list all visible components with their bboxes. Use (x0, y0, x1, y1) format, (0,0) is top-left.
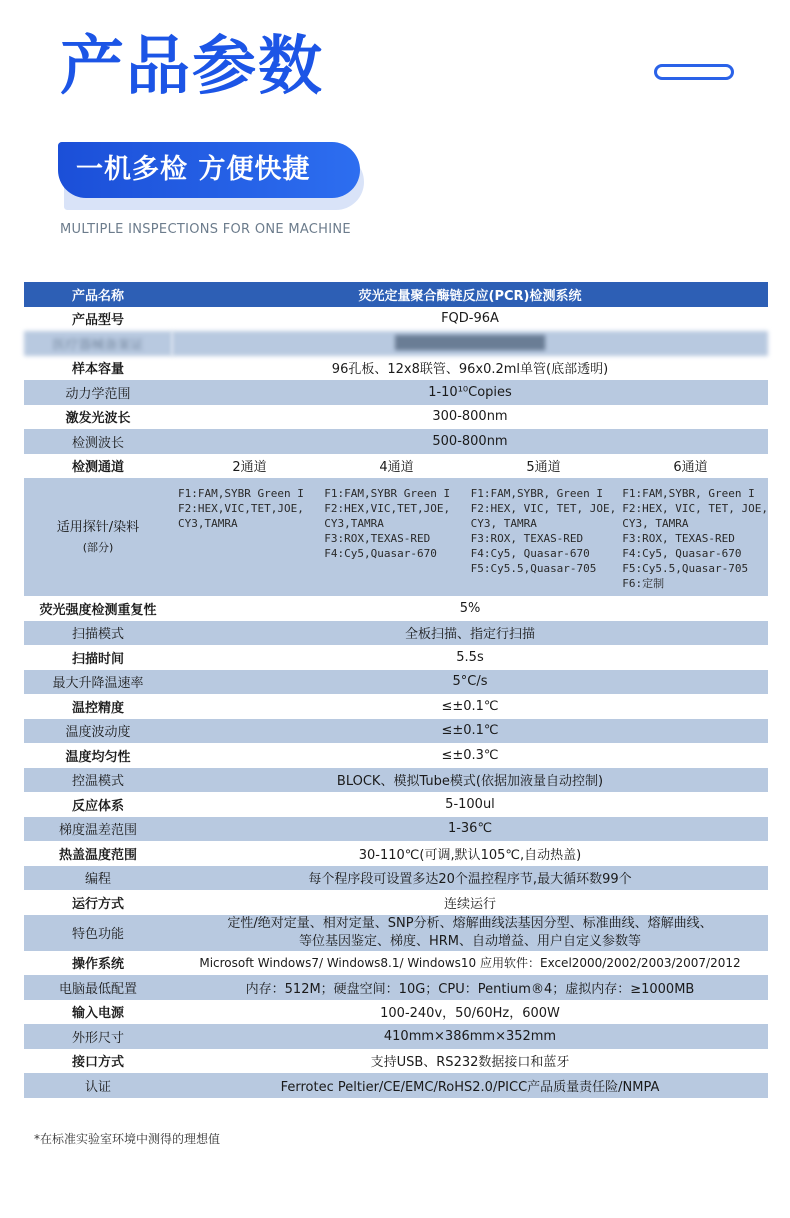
probe-line: F1:FAM,SYBR, Green I (470, 487, 604, 500)
table-row (24, 768, 768, 793)
probe-line: F3:ROX, TEXAS-RED (622, 532, 735, 545)
channel-cell (172, 454, 768, 479)
row-value: 5.5s (172, 645, 768, 670)
probe-line: F1:FAM,SYBR, Green I (622, 487, 755, 500)
probe-line: CY3, TAMRA (470, 517, 537, 530)
probe-line: CY3,TAMRA (178, 517, 238, 530)
row-value: Microsoft Windows7/ Windows8.1/ Windows10 应用软件：Excel2000/2002/2003/2007/2012 (172, 951, 768, 976)
row-label: 温控精度 (24, 694, 172, 719)
row-label: 扫描时间 (24, 645, 172, 670)
row-label: 检测波长 (24, 429, 172, 454)
row-value: 每个程序段可设置多达20个温控程序节,最大循环数99个 (172, 866, 768, 891)
row-label: 输入电源 (24, 1000, 172, 1025)
row-value: 500-800nm (172, 429, 768, 454)
table-row (24, 454, 768, 479)
row-label: 动力学范围 (24, 380, 172, 405)
row-label: 荧光强度检测重复性 (24, 596, 172, 621)
channel-option: 2通道 (232, 460, 267, 476)
table-row (24, 890, 768, 915)
probe-column (318, 478, 464, 591)
probe-line: CY3,TAMRA (324, 517, 384, 530)
probe-label: 适用探针/染料 (56, 520, 140, 535)
table-row (24, 429, 768, 454)
table-row (24, 478, 768, 596)
probe-line: F5:Cy5.5,Quasar-705 (470, 562, 597, 575)
table-row (24, 951, 768, 976)
slogan-text: 一机多检 方便快捷 (58, 142, 360, 198)
row-value: 1-36℃ (172, 817, 768, 842)
row-label: 操作系统 (24, 951, 172, 976)
row-label: 特色功能 (24, 915, 172, 951)
features-line: 定性/绝对定量、相对定量、SNP分析、熔解曲线法基因分型、标准曲线、熔解曲线、 (227, 915, 713, 931)
table-row (24, 817, 768, 842)
table-row (24, 621, 768, 646)
row-value: 荧光定量聚合酶链反应(PCR)检测系统 (172, 282, 768, 307)
pill-decoration (654, 64, 734, 80)
row-value: ≤±0.1℃ (172, 694, 768, 719)
table-row (24, 356, 768, 381)
probe-line: F4:Cy5, Quasar-670 (470, 547, 590, 560)
table-row (24, 694, 768, 719)
table-row (24, 645, 768, 670)
probe-line: F5:Cy5.5,Quasar-705 (622, 562, 749, 575)
row-value: 支持USB、RS232数据接口和蓝牙 (172, 1049, 768, 1074)
probe-line: F3:ROX, TEXAS-RED (470, 532, 584, 545)
row-label: 热盖温度范围 (24, 841, 172, 866)
row-value: 300-800nm (172, 405, 768, 430)
row-value: ≤±0.1℃ (172, 719, 768, 744)
probe-line: F6:定制 (622, 577, 665, 590)
table-row (24, 1000, 768, 1025)
row-value: 全板扫描、指定行扫描 (172, 621, 768, 646)
table-row (24, 1024, 768, 1049)
row-label: 外形尺寸 (24, 1024, 172, 1049)
table-row (24, 743, 768, 768)
row-label: 产品型号 (24, 307, 172, 332)
table-row (24, 841, 768, 866)
table-row (24, 282, 768, 307)
probe-line: F2:HEX,VIC,TET,JOE, (178, 502, 304, 515)
probe-line: F4:Cy5, Quasar-670 (622, 547, 742, 560)
probe-column (172, 478, 318, 591)
probe-column (465, 478, 617, 591)
row-label: 产品名称 (24, 282, 172, 307)
probe-line: F4:Cy5,Quasar-670 (324, 547, 437, 560)
probe-line: F2:HEX, VIC, TET, JOE, (470, 502, 617, 515)
row-value: 410mm×386mm×352mm (172, 1024, 768, 1049)
probe-line: F2:HEX,VIC,TET,JOE, (324, 502, 451, 515)
row-value: 内存：512M；硬盘空间：10G；CPU：Pentium®4；虚拟内存：≥1000MB (172, 975, 768, 1000)
row-value: 30-110℃(可调,默认105℃,自动热盖) (172, 841, 768, 866)
spec-table (24, 282, 768, 1098)
row-label: 样本容量 (24, 356, 172, 381)
row-label: 运行方式 (24, 890, 172, 915)
row-label: 反应体系 (24, 792, 172, 817)
channel-option: 6通道 (673, 460, 708, 476)
row-value: ≤±0.3℃ (172, 743, 768, 768)
row-label: 电脑最低配置 (24, 975, 172, 1000)
row-label (24, 478, 172, 596)
subtitle: MULTIPLE INSPECTIONS FOR ONE MACHINE (60, 222, 351, 237)
probe-line: F1:FAM,SYBR Green I (178, 487, 304, 500)
probe-line: F2:HEX, VIC, TET, JOE, (622, 502, 768, 515)
table-row (24, 1049, 768, 1074)
row-label: 控温模式 (24, 768, 172, 793)
row-label: 接口方式 (24, 1049, 172, 1074)
table-row (24, 915, 768, 951)
channel-option: 5通道 (526, 460, 561, 476)
row-value: 100-240v，50/60Hz，600W (172, 1000, 768, 1025)
row-value: 5-100ul (172, 792, 768, 817)
table-row (24, 792, 768, 817)
row-label: 温度均匀性 (24, 743, 172, 768)
row-value: Ferrotec Peltier/CE/EMC/RoHS2.0/PICC产品质量责任险/NMPA (172, 1073, 768, 1098)
row-value: BLOCK、模拟Tube模式(依据加液量自动控制) (172, 768, 768, 793)
probe-cell (172, 478, 768, 596)
row-label: 最大升降温速率 (24, 670, 172, 695)
slogan-banner (58, 142, 360, 198)
row-label: 检测通道 (24, 454, 172, 479)
row-label: 医疗器械备案证 (24, 331, 172, 356)
row-label: 温度波动度 (24, 719, 172, 744)
table-row (24, 596, 768, 621)
table-row (24, 307, 768, 332)
row-value (172, 915, 768, 951)
row-label: 激发光波长 (24, 405, 172, 430)
table-row (24, 719, 768, 744)
row-label: 扫描模式 (24, 621, 172, 646)
row-value: 1-10¹⁰Copies (172, 380, 768, 405)
row-value: ███████████████ (172, 331, 768, 356)
table-row (24, 866, 768, 891)
row-value: 5% (172, 596, 768, 621)
row-label: 梯度温差范围 (24, 817, 172, 842)
table-row (24, 405, 768, 430)
footnote: *在标准实验室环境中测得的理想值 (34, 1132, 221, 1146)
row-value: 5°C/s (172, 670, 768, 695)
page-title: 产品参数 (60, 30, 324, 104)
probe-column (616, 478, 768, 591)
channel-option: 4通道 (379, 460, 414, 476)
features-line: 等位基因鉴定、梯度、HRM、自动增益、用户自定义参数等 (298, 933, 642, 949)
row-label: 编程 (24, 866, 172, 891)
probe-line: F1:FAM,SYBR Green I (324, 487, 451, 500)
probe-line: F3:ROX,TEXAS-RED (324, 532, 431, 545)
probe-sublabel: (部分) (82, 541, 114, 554)
row-value: 96孔板、12x8联管、96x0.2ml单管(底部透明) (172, 356, 768, 381)
row-label: 认证 (24, 1073, 172, 1098)
row-value: FQD-96A (172, 307, 768, 332)
table-row (24, 975, 768, 1000)
table-row (24, 1073, 768, 1098)
table-row (24, 331, 768, 356)
table-row (24, 380, 768, 405)
probe-line: CY3, TAMRA (622, 517, 689, 530)
row-value: 连续运行 (172, 890, 768, 915)
table-row (24, 670, 768, 695)
